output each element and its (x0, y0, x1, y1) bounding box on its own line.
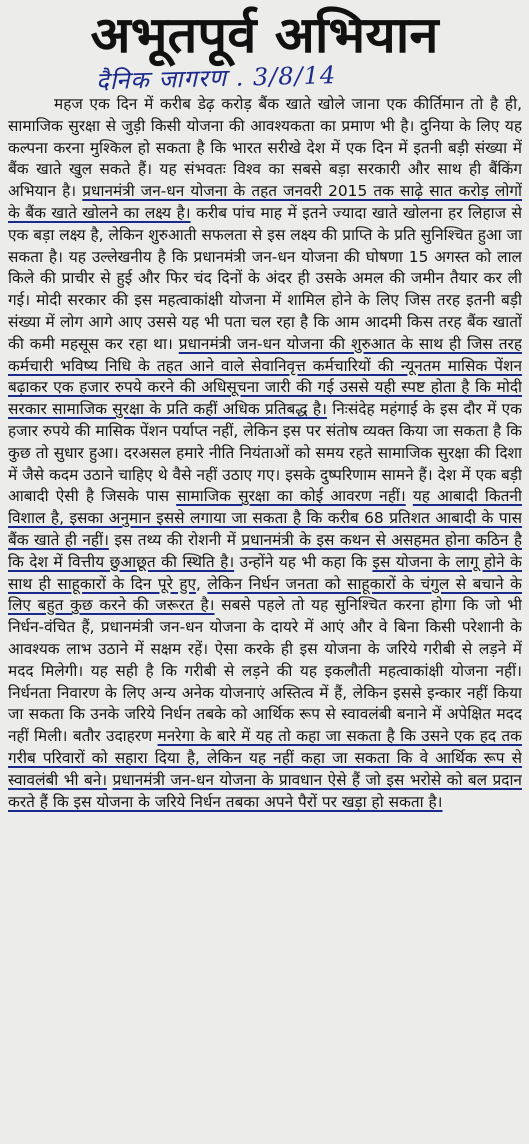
text-segment: करीब पांच माह में इतने ज्यादा खाते खोलना हर लिहाज से एक बड़ा लक्ष्य है, लेकिन शुरुआती सफलता से इस लक्ष्य की प्राप्ति के प्रति सुनिश्चित हुआ जा सकता है। यह उल्लेखनीय है कि प्रधानमंत्री जन-धन योजना की घोषणा 15 अगस्त को लाल किले की प्राचीर से हुई और फिर चंद दिनों के अंदर ही उसके अमल की जमीन तैयार कर ली गई। मोदी सरकार की इस महत्वाकांक्षी योजना में शामिल होने के लिए जिस तरह इतनी बड़ी संख्या में लोग आगे आए उससे यह भी पता चल रहा है कि आम आदमी किस तरह बैंक खातों की कमी महसूस कर रहा था। (8, 203, 522, 353)
text-segment: इस तथ्य की रोशनी में (108, 530, 242, 549)
text-segment: उन्होंने यह भी कहा कि (234, 552, 373, 571)
text-segment: महज एक दिन में करीब डेढ़ करोड़ बैंक खाते खोले जाना एक कीर्तिमान तो है ही, सामाजिक सुरक्षा से जुड़ी किसी योजना की आवश्यकता का प्रमाण भी है। दुनिया के लिए यह कल्पना करना मुश्किल हो सकता है कि भारत सरीखे देश में एक दिन में इतनी बड़ी संख्या में बैंक खाते खुल सकते हैं। यह संभवतः विश्व का सबसे बड़ा सरकारी और साथ ही बैंकिंग अभियान है। (8, 95, 522, 201)
underlined-text-segment: इस योजना के लागू होने के साथ ही साहूकारों के दिन पूरे हुए (8, 552, 522, 593)
article-body (8, 94, 522, 1140)
text-segment (406, 487, 413, 505)
text-segment: , (196, 574, 208, 593)
text-segment: निःसंदेह महंगाई के इस दौर में एक हजार रुपये की मासिक पेंशन पर्याप्त नहीं, लेकिन इस पर संतोष व्यक्त किया जा सकता है कि कुछ तो सुधार हुआ। दरअसल हमारे नीति नियंताओं को समय रहते सामाजिक सुरक्षा की दिशा में जैसे कदम उठाने चाहिए थे वैसे नहीं उठाए गए। इसके दुष्परिणाम सामने हैं। देश में एक बड़ी आबादी ऐसी है जिसके पास (8, 400, 522, 506)
article-paragraph (8, 94, 522, 813)
underlined-text-segment: प्रधानमंत्री जन-धन योजना की शुरुआत के साथ ही जिस तरह कर्मचारी भविष्य निधि के तहत आने वाले सेवानिवृत्त कर्मचारियों की न्यूनतम मासिक पेंशन बढ़ाकर एक हजार रुपये करने की अधिसूचना जारी की गई उससे यही स्पष्ट होता है कि मोदी सरकार सामाजिक सुरक्षा के प्रति कहीं अधिक प्रतिबद्ध है। (8, 334, 522, 419)
text-segment: सबसे पहले तो यह सुनिश्चित करना होगा कि जो भी निर्धन-वंचित हैं, प्रधानमंत्री जन-धन योजना के दायरे में आएं और वे बिना किसी परेशानी के आवश्यक लाभ उठाने में सक्षम रहें। ऐसा करके ही इस योजना के जरिये गरीबी से लड़ने में मदद मिलेगी। यह सही है कि गरीबी से लड़ने की यह इकलौती महत्वाकांक्षी योजना नहीं। निर्धनता निवारण के लिए अन्य अनेक योजनाएं अस्तित्व में हैं, लेकिन इससे इन्कार नहीं किया जा सकता कि उनके जरिये निर्धन तबके को आर्थिक रूप से स्वावलंबी बनाने में अपेक्षित मदद नहीं मिली। बतौर उदाहरण (8, 596, 522, 746)
headline: अभूतपूर्व अभियान (90, 6, 439, 64)
underlined-text-segment: प्रधानमंत्री जन-धन योजना के तहत जनवरी 2015 तक साढ़े सात करोड़ लोगों के बैंक खाते खोलने का लक्ष्य है। (8, 182, 522, 222)
underlined-text-segment: सामाजिक सुरक्षा का कोई आवरण नहीं। (176, 487, 406, 506)
underlined-text-segment: मनरेगा के बारे में यह तो कहा जा सकता है कि उसने एक हद तक गरीब परिवारों को सहारा दिया है, लेकिन यह नहीं कहा जा सकता कि वे आर्थिक रूप से स्वावलंबी भी बने। (8, 727, 522, 789)
underlined-text-segment: लेकिन निर्धन जनता को साहूकारों के चंगुल से बचाने के लिए बहुत कुछ करने की जरूरत है। (8, 574, 522, 615)
underlined-text-segment: प्रधानमंत्री के इस कथन से असहमत होना कठिन है कि देश में वित्तीय छुआछूत की स्थिति है। (8, 530, 522, 571)
underlined-text-segment: यह आबादी कितनी विशाल है, इसका अनुमान इससे लगाया जा सकता है कि करीब 68 प्रतिशत आबादी के पास बैंक खाते ही नहीं। (8, 487, 522, 549)
underlined-text-segment: प्रधानमंत्री जन-धन योजना के प्रावधान ऐसे हैं जो इस भरोसे को बल प्रदान करते हैं कि इस योजना के जरिये निर्धन तबका अपने पैरों पर खड़ा हो सकता है। (8, 770, 522, 811)
handwritten-date-note: दैनिक जागरण . 3/8/14 (95, 61, 337, 96)
